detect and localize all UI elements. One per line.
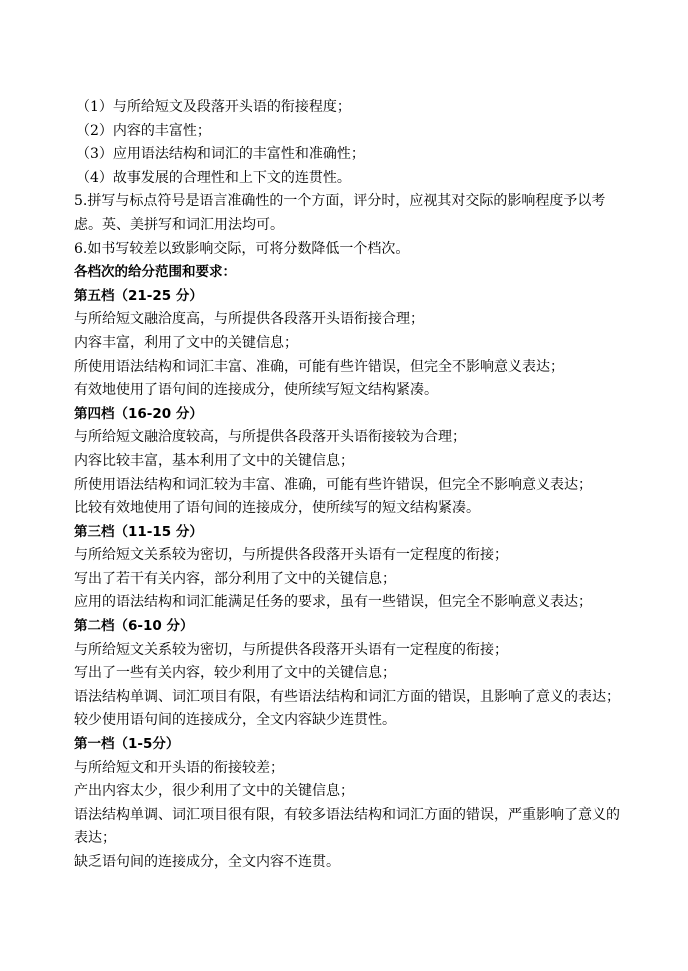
band-title: 第三档（11-15 分） <box>74 523 203 540</box>
criterion-2: （2）内容的丰富性； <box>76 122 211 139</box>
band-line: 与所给短文和开头语的衔接较差； <box>74 759 284 776</box>
band-line: 与所给短文关系较为密切，与所提供各段落开头语有一定程度的衔接； <box>74 641 508 658</box>
band-line: 语法结构单调、词汇项目很有限，有较多语法结构和词汇方面的错误，严重影响了意义的表达； <box>74 806 620 847</box>
band-line: 内容丰富，利用了文中的关键信息； <box>74 334 298 351</box>
band-line: 产出内容太少，很少利用了文中的关键信息； <box>74 783 354 800</box>
note-handwriting: 6.如书写较差以致影响交际，可将分数降低一个档次。 <box>74 240 410 257</box>
band-4 <box>74 403 622 521</box>
scoring-guide <box>74 96 622 875</box>
band-line: 与所给短文融洽度高，与所提供各段落开头语衔接合理； <box>74 311 424 328</box>
band-1 <box>74 733 622 875</box>
band-line: 比较有效地使用了语句间的连接成分，使所续写的短文结构紧凑。 <box>74 500 480 517</box>
band-line: 写出了一些有关内容，较少利用了文中的关键信息； <box>74 665 396 682</box>
criterion-3: （3）应用语法结构和词汇的丰富性和准确性； <box>76 146 365 163</box>
band-title: 第四档（16-20 分） <box>74 405 203 422</box>
band-line: 所使用语法结构和词汇较为丰富、准确，可能有些许错误，但完全不影响意义表达； <box>74 476 592 493</box>
criterion-4: （4）故事发展的合理性和上下文的连贯性。 <box>76 169 351 186</box>
band-line: 较少使用语句间的连接成分，全文内容缺少连贯性。 <box>74 712 396 729</box>
note-spelling: 5.拼写与标点符号是语言准确性的一个方面，评分时，应视其对交际的影响程度予以考虑。英、美拼写和词汇用法均可。 <box>74 193 606 233</box>
band-2 <box>74 615 622 733</box>
band-line: 与所给短文融洽度较高，与所提供各段落开头语衔接较为合理； <box>74 429 466 446</box>
bands-heading: 各档次的给分范围和要求： <box>74 264 236 281</box>
criterion-1: （1）与所给短文及段落开头语的衔接程度； <box>76 99 351 115</box>
criteria-list <box>74 96 622 190</box>
band-5 <box>74 285 622 403</box>
band-line: 语法结构单调、词汇项目有限，有些语法结构和词汇方面的错误，且影响了意义的表达； <box>74 688 620 705</box>
band-line: 与所给短文关系较为密切，与所提供各段落开头语有一定程度的衔接； <box>74 547 508 564</box>
band-line: 写出了若干有关内容，部分利用了文中的关键信息； <box>74 570 396 587</box>
band-line: 缺乏语句间的连接成分，全文内容不连贯。 <box>74 854 340 870</box>
band-line: 所使用语法结构和词汇丰富、准确，可能有些许错误，但完全不影响意义表达； <box>74 358 564 375</box>
band-line: 内容比较丰富，基本利用了文中的关键信息； <box>74 452 354 469</box>
band-title: 第五档（21-25 分） <box>74 287 203 304</box>
band-title: 第一档（1-5分） <box>74 736 180 753</box>
band-title: 第二档（6-10 分） <box>74 618 194 635</box>
band-line: 有效地使用了语句间的连接成分，使所续写短文结构紧凑。 <box>74 382 438 399</box>
band-3 <box>74 521 622 615</box>
band-line: 应用的语法结构和词汇能满足任务的要求，虽有一些错误，但完全不影响意义表达； <box>74 594 592 611</box>
